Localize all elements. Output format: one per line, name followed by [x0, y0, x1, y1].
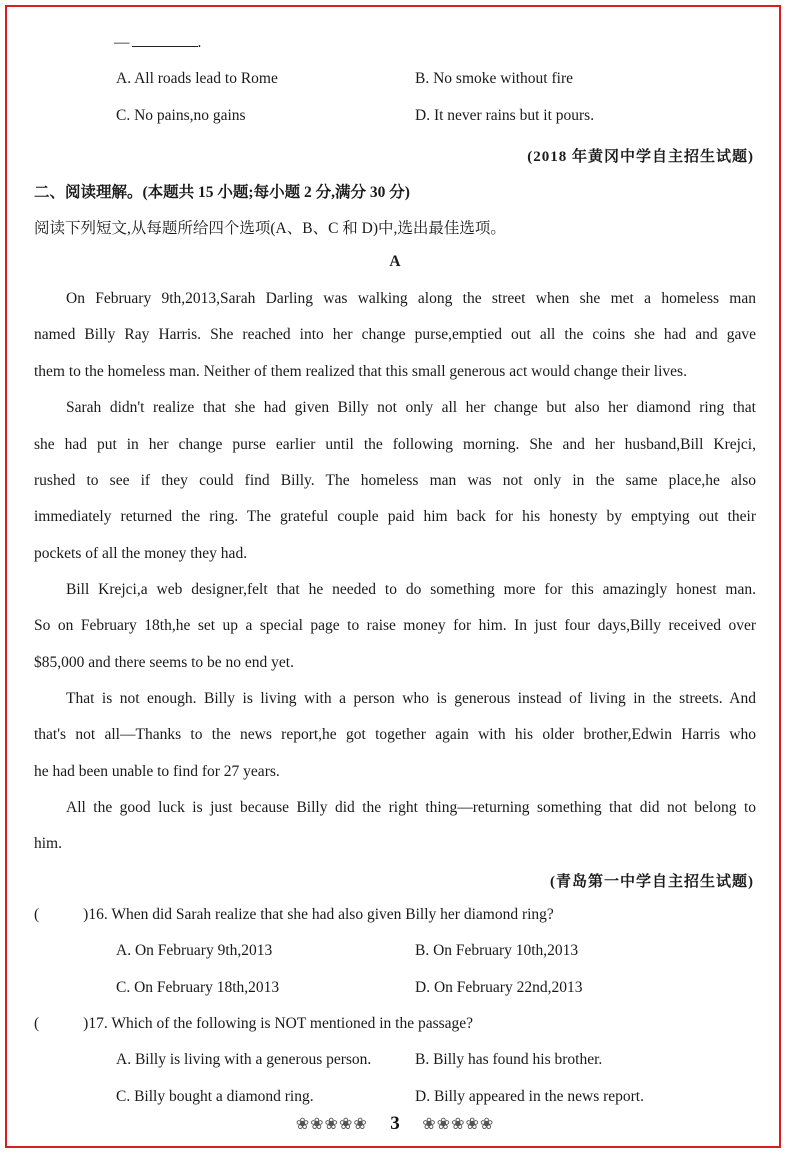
passage-source: (青岛第一中学自主招生试题) — [550, 874, 754, 890]
passage-line: rushed to see if they could find Billy. The homeless man was not only in the same place,he also — [34, 472, 756, 489]
passage-line: All the good luck is just because Billy did the right thing—returning something that did not belong to — [66, 799, 756, 816]
q17-option-b: B. Billy has found his brother. — [415, 1051, 603, 1068]
q16-option-d: D. On February 22nd,2013 — [415, 979, 583, 996]
question-stem: 17. Which of the following is NOT mentioned in the passage? — [88, 1015, 474, 1032]
passage-line: he had been unable to find for 27 years. — [34, 763, 280, 780]
passage-line: pockets of all the money they had. — [34, 545, 248, 562]
dash: — — [114, 34, 130, 51]
question-16 — [34, 906, 554, 924]
passage-line: Sarah didn't realize that she had given Billy not only all her change but also her diamond ring that — [66, 399, 756, 416]
page-footer — [0, 1113, 790, 1135]
prev-option-d: D. It never rains but it pours. — [415, 107, 595, 124]
passage-line: him. — [34, 835, 62, 852]
prev-option-b: B. No smoke without fire — [415, 70, 573, 87]
prev-source: (2018 年黄冈中学自主招生试题) — [527, 149, 754, 165]
q16-option-c: C. On February 18th,2013 — [116, 979, 280, 996]
section-instruction: 阅读下列短文,从每题所给四个选项(A、B、C 和 D)中,选出最佳选项。 — [34, 220, 506, 237]
passage-label: A — [389, 253, 401, 270]
period: . — [197, 34, 202, 51]
answer-blank-line — [114, 32, 201, 52]
answer-paren-close: ) — [83, 906, 89, 923]
q16-option-a: A. On February 9th,2013 — [116, 942, 273, 959]
section-title: 二、阅读理解。(本题共 15 小题;每小题 2 分,满分 30 分) — [34, 184, 410, 201]
passage-line: Bill Krejci,a web designer,felt that he needed to do something more for this amazingly honest man. — [66, 581, 756, 598]
q17-option-a: A. Billy is living with a generous person. — [116, 1051, 372, 1068]
q17-option-c: C. Billy bought a diamond ring. — [116, 1088, 314, 1105]
flower-ornament-icon: ❀❀❀❀❀ — [295, 1114, 368, 1133]
passage-line: named Billy Ray Harris. She reached into her change purse,emptied out all the coins she had and gave — [34, 326, 756, 343]
prev-option-a: A. All roads lead to Rome — [116, 70, 278, 87]
answer-paren-close: ) — [83, 1015, 89, 1032]
page-number: 3 — [390, 1113, 400, 1134]
q16-option-b: B. On February 10th,2013 — [415, 942, 579, 959]
passage-line: them to the homeless man. Neither of them realized that this small generous act would change their lives. — [34, 363, 687, 380]
passage-line: So on February 18th,he set up a special page to raise money for him. In just four days,Billy received over — [34, 617, 756, 634]
passage-line: that's not all—Thanks to the news report,he got together again with his older brother,Edwin Harris who — [34, 726, 756, 743]
flower-ornament-icon: ❀❀❀❀❀ — [422, 1114, 495, 1133]
passage-line: On February 9th,2013,Sarah Darling was walking along the street when she met a homeless man — [66, 290, 756, 307]
passage-line: That is not enough. Billy is living with a person who is generous instead of living in the streets. And — [66, 690, 756, 707]
passage-line: she had put in her change purse earlier until the following morning. She and her husband,Bill Krejci, — [34, 436, 756, 453]
blank — [132, 32, 198, 47]
passage-line: immediately returned the ring. The grateful couple paid him back for his honesty by emptying out their — [34, 508, 756, 525]
q17-option-d: D. Billy appeared in the news report. — [415, 1088, 644, 1105]
question-17 — [34, 1015, 473, 1033]
passage-line: $85,000 and there seems to be no end yet. — [34, 654, 294, 671]
answer-paren-open[interactable]: ( — [34, 906, 40, 923]
question-stem: 16. When did Sarah realize that she had also given Billy her diamond ring? — [88, 906, 554, 923]
prev-option-c: C. No pains,no gains — [116, 107, 246, 124]
answer-paren-open[interactable]: ( — [34, 1015, 40, 1032]
